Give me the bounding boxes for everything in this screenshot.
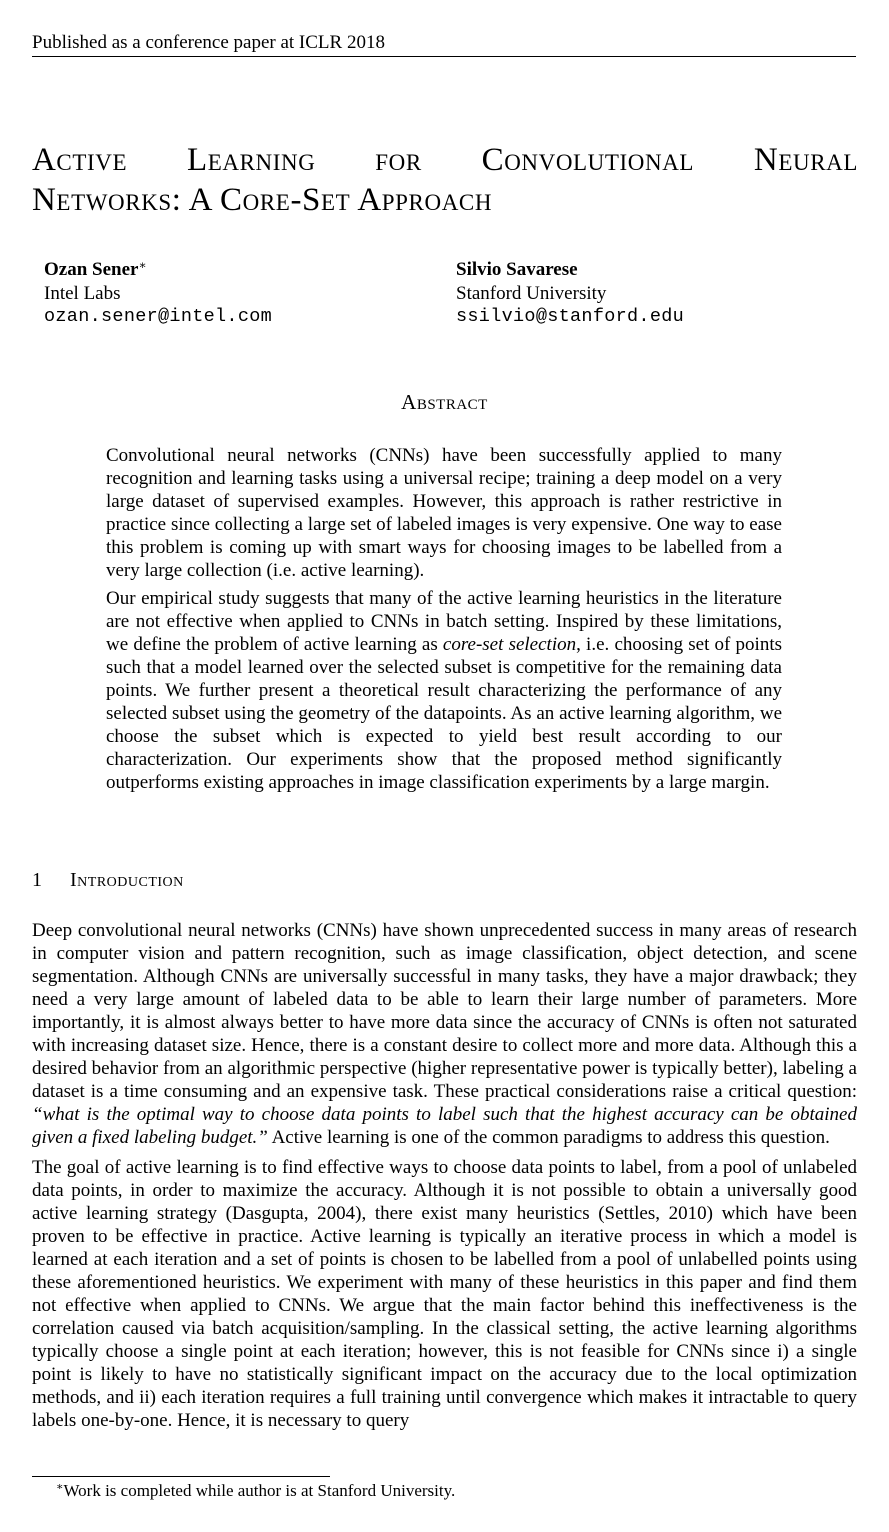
footnote [56, 1480, 455, 1502]
author-block-2 [456, 258, 684, 329]
abstract-text: , i.e. choosing set of points such that a model learned over the selected subset is competitive for the remaining data points. We further present a theoretical result characterizing the performance of any selected subset using the geometry of the datapoints. As an active learning algorithm, we choose the subset which is expected to yield best result according to our characterization. Our experiments show that the proposed method significantly outperforms existing approaches in image classification experiments by a large margin. [106, 634, 783, 793]
running-head: Published as a conference paper at ICLR 2018 [32, 30, 856, 57]
author-name: Ozan Sener [44, 259, 139, 280]
author-name: Silvio Savarese [456, 259, 578, 280]
footnote-text: Work is completed while author is at Stanford University. [63, 1481, 456, 1500]
abstract-paragraph-2 [106, 587, 782, 794]
section-title: Introduction [70, 869, 184, 891]
abstract-body [106, 444, 782, 799]
intro-text: Active learning is one of the common paradigms to address this question. [267, 1127, 830, 1148]
introduction-body [32, 919, 857, 1439]
intro-emphasis: “what is the optimal way to choose data points to label such that the highest accuracy can be obtained given a fixed labeling budget.” [32, 1104, 857, 1148]
abstract-text: Our empirical study suggests that many of the active learning heuristics in the literature are not effective when applied to CNNs in batch setting. Inspired by these limitations, we define the problem of active learning as [106, 588, 782, 655]
author-email: ssilvio@stanford.edu [456, 306, 685, 327]
author-email: ozan.sener@intel.com [44, 306, 273, 327]
title-line-1: Active Learning for Convolutional Neural [32, 142, 858, 178]
intro-text: Deep convolutional neural networks (CNNs) have shown unprecedented success in many areas of research in computer vision and pattern recognition, such as image classification, object detection, and scene segmentation. Although CNNs are universally successful in many tasks, they have a major drawback; they need a very large amount of labeled data to be able to learn their large number of parameters. More importantly, it is almost always better to have more data since the accuracy of CNNs is often not saturated with increasing dataset size. Hence, there is a constant desire to collect more and more data. Although this a desired behavior from an algorithmic perspective (higher representative power is typically better), labeling a dataset is a time consuming and an expensive task. These practical considerations raise a critical question: [32, 920, 857, 1102]
intro-paragraph-1 [32, 919, 857, 1149]
paper-title [32, 140, 858, 220]
section-heading [32, 867, 184, 893]
footnote-marker: ∗ [56, 1481, 64, 1493]
title-line-2: Networks: A Core-Set Approach [32, 182, 493, 218]
author-block-1 [44, 258, 272, 329]
abstract-paragraph-1: Convolutional neural networks (CNNs) have been successfully applied to many recognition and learning tasks using a universal recipe; training a deep model on a very large dataset of supervised examples. However, this approach is rather restrictive in practice since collecting a large set of labeled images is very expensive. One way to ease this problem is coming up with smart ways for choosing images to be labelled from a very large collection (i.e. active learning). [106, 445, 782, 581]
author-footnote-marker: ∗ [138, 258, 147, 272]
intro-paragraph-2: The goal of active learning is to find effective ways to choose data points to label, from a pool of unlabeled data points, in order to maximize the accuracy. Although it is not possible to obtain a universally good active learning strategy (Dasgupta, 2004), there exist many heuristics (Settles, 2010) which have been proven to be effective in practice. Active learning is typically an iterative process in which a model is learned at each iteration and a set of points is chosen to be labelled from a pool of unlabelled points using these aforementioned heuristics. We experiment with many of these heuristics in this paper and find them not effective when applied to CNNs. We argue that the main factor behind this ineffectiveness is the correlation caused via batch acquisition/sampling. In the classical setting, the active learning algorithms typically choose a single point at each iteration; however, this is not feasible for CNNs since i) a single point is likely to have no statistically significant impact on the accuracy due to the local optimization methods, and ii) each iteration requires a full training until convergence which makes it intractable to query labels one-by-one. Hence, it is necessary to query [32, 1157, 857, 1431]
abstract-emphasis: core-set selection [442, 634, 577, 655]
footnote-rule [32, 1476, 330, 1477]
author-affiliation: Stanford University [456, 282, 607, 304]
abstract-heading: Abstract [401, 390, 488, 414]
section-number: 1 [32, 869, 42, 891]
author-affiliation: Intel Labs [44, 282, 121, 304]
